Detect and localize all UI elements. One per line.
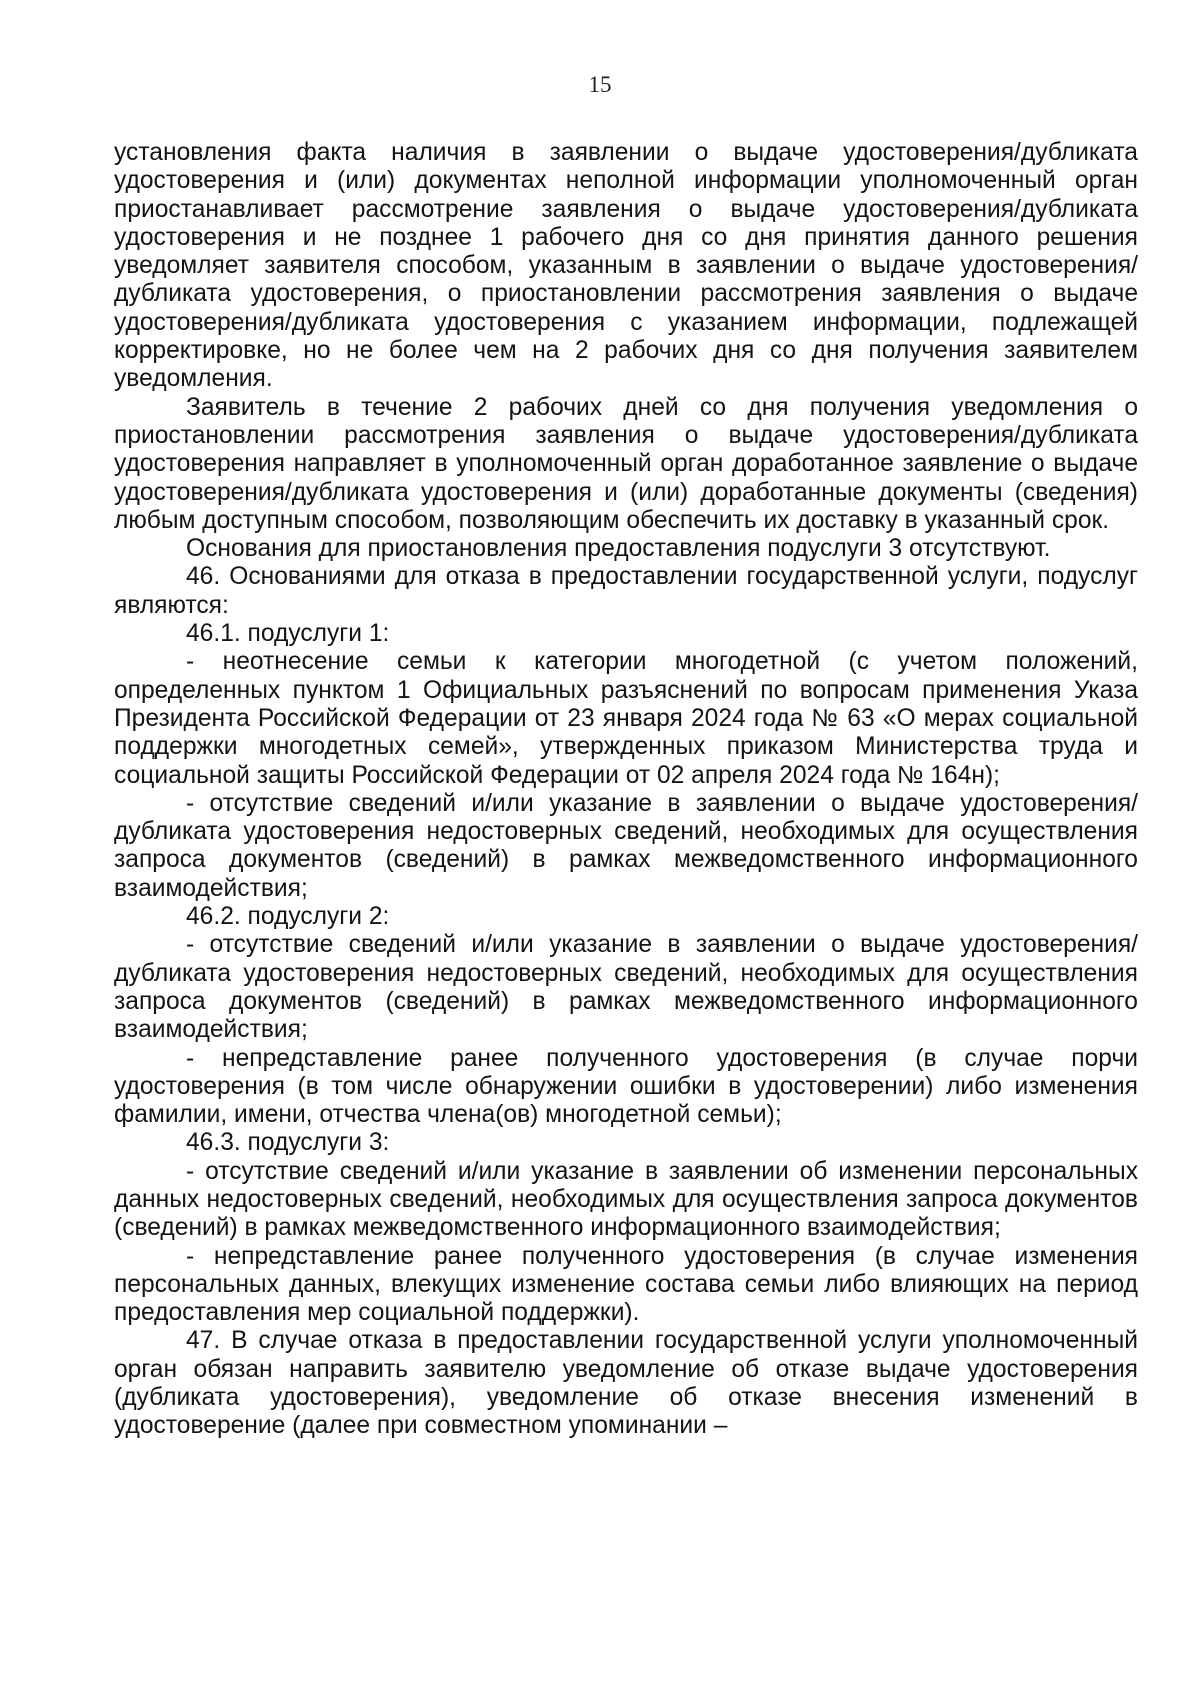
list-item-46-2-a: - отсутствие сведений и/или указание в заявлении о выдаче удостоверения/дубликата удостоверения недостоверных сведений, необходимых для осуществления запроса документов (сведений) в рамках межведомственного информационного взаимодействия; — [114, 931, 1138, 1044]
subheading-46-2: 46.2. подуслуги 2: — [186, 903, 390, 931]
list-item-46-3-b: - непредставление ранее полученного удостоверения (в случае изменения персональных данных, влекущих изменение состава семьи либо влияющих на период предоставления мер социальной поддержки). — [114, 1242, 1138, 1327]
list-item-46-2-b: - непредставление ранее полученного удостоверения (в случае порчи удостоверения (в том числе обнаружении ошибки в удостоверении) либо изменения фамилии, имени, отчества члена(ов) многодетной семьи); — [114, 1044, 1138, 1129]
paragraph-no-suspension-grounds: Основания для приостановления предоставления подуслуги 3 отсутствуют. — [186, 535, 1051, 563]
list-item-46-3-a: - отсутствие сведений и/или указание в заявлении об изменении персональных данных недостоверных сведений, необходимых для осуществления запроса документов (сведений) в рамках межведомственного информационного взаимодействия; — [114, 1157, 1138, 1242]
paragraph-47-refusal-notice: 47. В случае отказа в предоставлении государственной услуги уполномоченный орган обязан направить заявителю уведомление об отказе выдаче удостоверения (дубликата удостоверения), уведомление об отказе внесения изменений в удостоверение (далее при совместном упоминании – — [114, 1327, 1138, 1440]
subheading-46-3: 46.3. подуслуги 3: — [186, 1129, 390, 1157]
paragraph-applicant-revision: Заявитель в течение 2 рабочих дней со дня получения уведомления о приостановлении рассмотрения заявления о выдаче удостоверения/дубликата удостоверения направляет в уполномоченный орган доработанное заявление о выдаче удостоверения/дубликата удостоверения и (или) доработанные документы (сведения) любым доступным способом, позволяющим обеспечить их доставку в указанный срок. — [114, 393, 1138, 534]
list-item-46-1-a: - неотнесение семьи к категории многодетной (с учетом положений, определенных пунктом 1 Официальных разъяснений по вопросам применения Указа Президента Российской Федерации от 23 января 2024 года № 63 «О мерах социальной поддержки многодетных семей», утвержденных приказом Министерства труда и социальной защиты Российской Федерации от 02 апреля 2024 года № 164н); — [114, 648, 1138, 789]
page-number: 15 — [588, 72, 612, 97]
list-item-46-1-b: - отсутствие сведений и/или указание в заявлении о выдаче удостоверения/дубликата удостоверения недостоверных сведений, необходимых для осуществления запроса документов (сведений) в рамках межведомственного информационного взаимодействия; — [114, 789, 1138, 902]
document-body — [114, 139, 1138, 1441]
paragraph-continuation: установления факта наличия в заявлении о выдаче удостоверения/дубликата удостоверения и (или) документах неполной информации уполномоченный орган приостанавливает рассмотрение заявления о выдаче удостоверения/дубликата удостоверения и не позднее 1 рабочего дня со дня принятия данного решения уведомляет заявителя способом, указанным в заявлении о выдаче удостоверения/дубликата удостоверения, о приостановлении рассмотрения заявления о выдаче удостоверения/дубликата удостоверения с указанием информации, подлежащей корректировке, но не более чем на 2 рабочих дня со дня получения заявителем уведомления. — [114, 139, 1138, 393]
paragraph-46-refusal-grounds: 46. Основаниями для отказа в предоставлении государственной услуги, подуслуг являются: — [114, 563, 1138, 619]
subheading-46-1: 46.1. подуслуги 1: — [186, 620, 390, 648]
